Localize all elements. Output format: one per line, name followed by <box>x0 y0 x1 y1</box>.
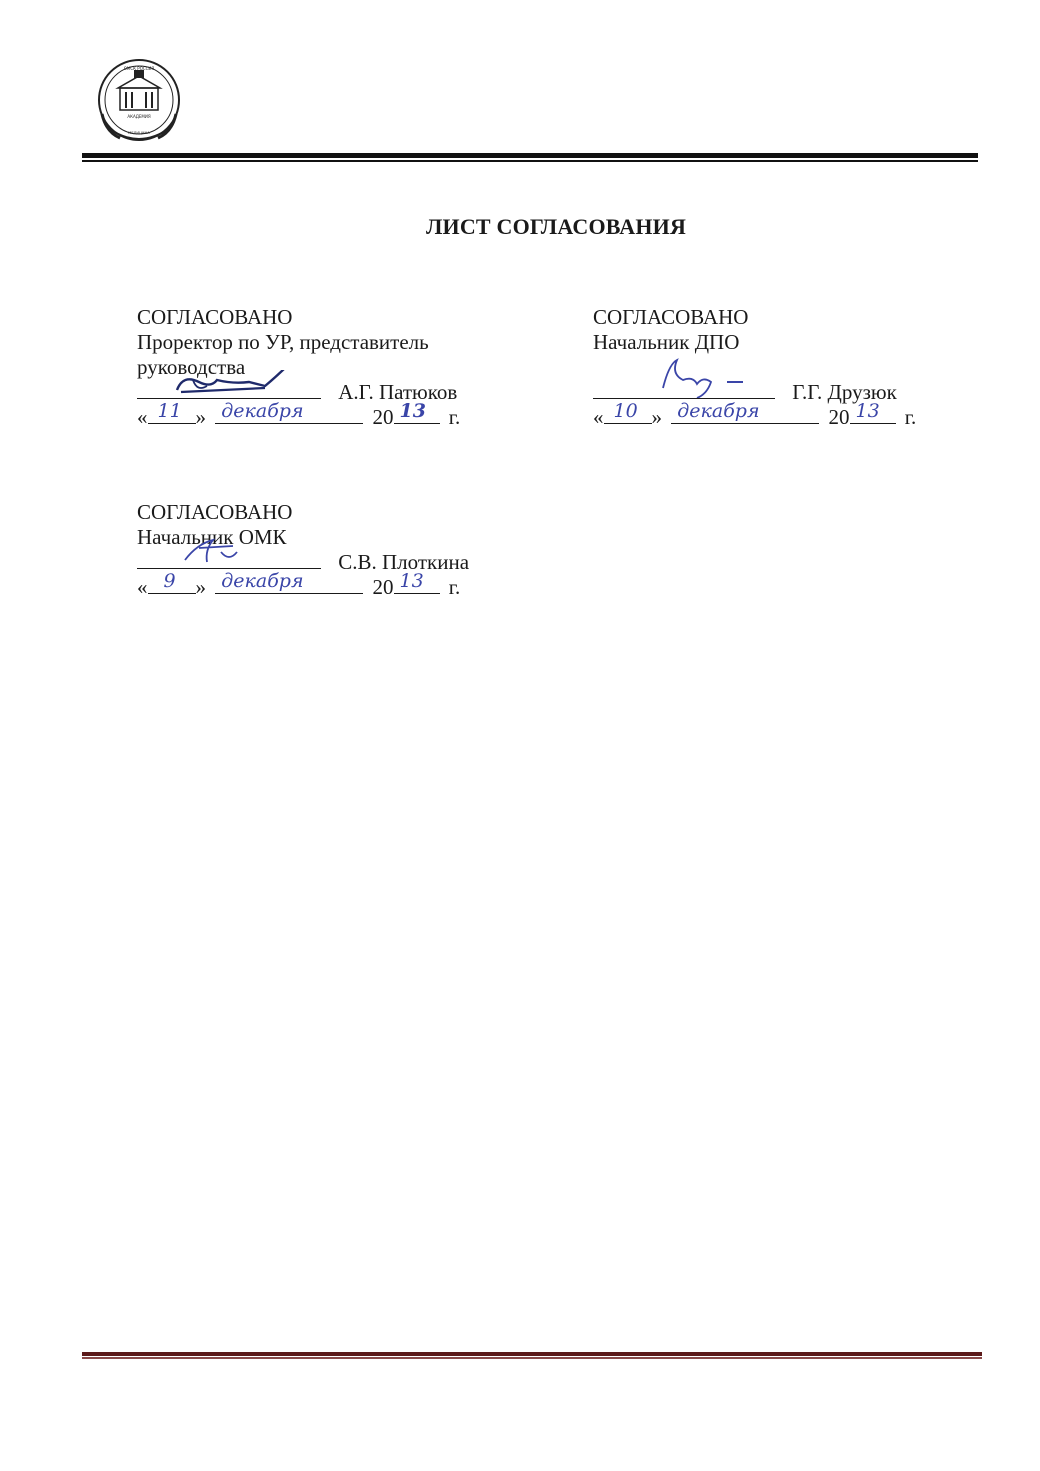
year-prefix: 20 <box>372 405 394 429</box>
handwritten-signature <box>137 370 321 400</box>
handwritten-month: декабря <box>221 570 304 592</box>
handwritten-day: 10 <box>613 400 638 422</box>
signature-line <box>137 380 321 399</box>
handwritten-year: 13 <box>855 400 880 422</box>
date-month-field <box>215 400 363 424</box>
page-title: ЛИСТ СОГЛАСОВАНИЯ <box>425 214 687 239</box>
year-end: г. <box>448 575 461 599</box>
handwritten-day: 11 <box>157 400 182 422</box>
logo-text-top: ОМСК РОССИЯ <box>123 66 155 71</box>
date-year-field <box>394 400 440 424</box>
footer-rule-thin <box>82 1357 982 1359</box>
approval-position: Начальник ОМК <box>137 525 287 549</box>
handwritten-year: 13 <box>399 570 424 592</box>
date-month-field <box>671 400 819 424</box>
signatory-name: Г.Г. Друзюк <box>792 380 897 404</box>
logo-text-middle: АКАДЕМИЯ <box>127 114 151 119</box>
approval-position: Проректор по УР, представитель <box>137 330 429 354</box>
date-month-field <box>215 570 363 594</box>
handwritten-month: декабря <box>221 400 304 422</box>
approval-block-omk: СОГЛАСОВАНО Начальник ОМК С.В. Плоткина « 9 » декабря 20 13 г. <box>137 500 470 599</box>
footer-rule-thick <box>82 1352 982 1356</box>
approval-heading: СОГЛАСОВАНО <box>137 305 293 329</box>
date-year-field <box>850 400 896 424</box>
date-year-field <box>394 570 440 594</box>
approval-block-prorector: СОГЛАСОВАНО Проректор по УР, представитель руководства А.Г. Патюков « 11 » декабря 20 13 г. <box>137 305 461 429</box>
approval-heading: СОГЛАСОВАНО <box>593 305 749 329</box>
signatory-name: С.В. Плоткина <box>338 550 470 574</box>
handwritten-signature <box>137 538 321 568</box>
header-rule-thin <box>82 160 978 162</box>
academy-seal-logo <box>96 58 182 146</box>
handwritten-signature <box>593 358 775 398</box>
approval-heading: СОГЛАСОВАНО <box>137 500 293 524</box>
year-end: г. <box>904 405 917 429</box>
header-rule-thick <box>82 153 978 158</box>
year-prefix: 20 <box>372 575 394 599</box>
handwritten-year: 13 <box>399 400 426 422</box>
signature-line <box>137 550 321 569</box>
signature-line <box>593 380 775 399</box>
date-day-field <box>604 400 652 424</box>
year-prefix: 20 <box>828 405 850 429</box>
handwritten-day: 9 <box>163 570 176 592</box>
signatory-name: А.Г. Патюков <box>338 380 458 404</box>
approval-position: Начальник ДПО <box>593 330 740 354</box>
handwritten-month: декабря <box>677 400 760 422</box>
date-day-field <box>148 570 196 594</box>
year-end: г. <box>448 405 461 429</box>
logo-text-bottom: МЕДИЦИНА <box>128 131 150 135</box>
approval-position-cont: руководства <box>137 355 246 379</box>
approval-block-dpo: СОГЛАСОВАНО Начальник ДПО Г.Г. Друзюк « 10 » декабря 20 13 г. <box>593 305 917 429</box>
date-day-field <box>148 400 196 424</box>
